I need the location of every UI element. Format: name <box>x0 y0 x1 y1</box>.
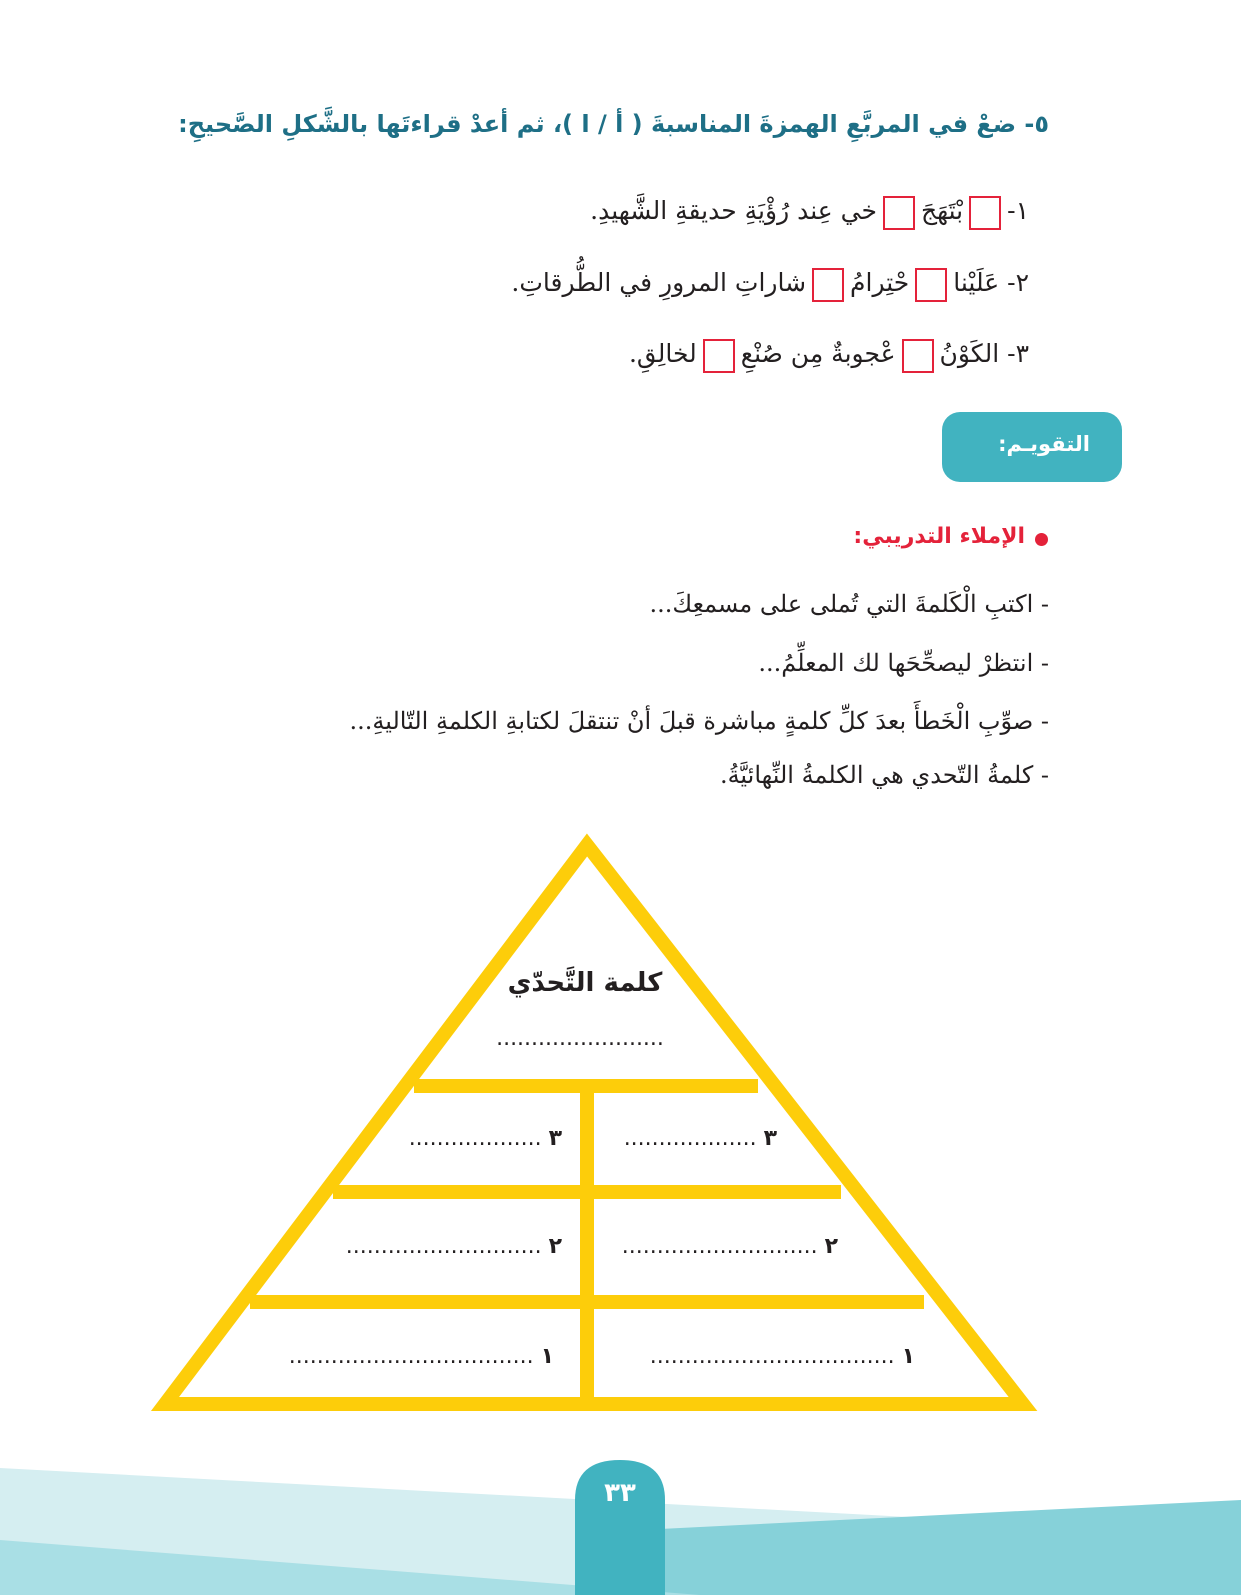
pyramid-title: كلمة التَّحدّي <box>507 968 663 998</box>
cell-blank: ................................... <box>288 1344 534 1369</box>
cell-number: ٢ <box>548 1234 562 1259</box>
line-1-part1: بْتَهَجَ <box>920 196 964 225</box>
line-3-part1: عْجوبةٌ مِن صُنْعِ <box>740 339 896 368</box>
cell-blank: ............................ <box>345 1234 542 1259</box>
line-2-part1: حْتِرامُ <box>850 268 910 297</box>
line-3-part2: لخالِقِ. <box>628 339 697 368</box>
line-3-number: ٣- الكَوْنُ <box>939 339 1029 368</box>
pyramid-cell-left-2[interactable] <box>332 1232 562 1262</box>
pyramid-cell-left-1[interactable] <box>264 1342 554 1372</box>
cell-blank: ............................ <box>621 1234 818 1259</box>
cell-blank: ................... <box>408 1126 542 1151</box>
cell-number: ٣ <box>763 1126 777 1151</box>
pyramid-cell-right-1[interactable] <box>625 1342 915 1372</box>
cell-number: ١ <box>901 1344 915 1369</box>
cell-number: ٢ <box>824 1234 838 1259</box>
line-1-part2: خي عِند رُؤْيَةِ حديقةِ الشَّهيدِ. <box>590 196 877 225</box>
pyramid-cell-right-2[interactable] <box>618 1232 838 1262</box>
exercise-5-title: ٥- ضعْ في المربَّعِ الهمزةَ المناسبةَ ( أ / ا )، ثم أعدْ قراءتَها بالشَّكلِ الصَّحيحِ: <box>178 110 1049 138</box>
cell-blank: ................................... <box>649 1344 895 1369</box>
evaluation-label: التقويـم: <box>998 432 1090 456</box>
line-1-number: ١- <box>1007 196 1029 225</box>
dictation-line: - كلمةُ التّحدي هي الكلمةُ النِّهائيَّةُ. <box>719 761 1049 789</box>
cell-blank: ................... <box>623 1126 757 1151</box>
line-2-number: ٢- عَلَيْنا <box>953 268 1029 297</box>
pyramid-title-blank[interactable]: ........................ <box>496 1026 664 1051</box>
dictation-line: - انتظرْ ليصحِّحَها لك المعلِّمُ... <box>758 649 1049 677</box>
cell-number: ١ <box>540 1344 554 1369</box>
line-2-part2: شاراتِ المرورِ في الطُّرقاتِ. <box>511 268 807 297</box>
footer-band <box>0 1440 1241 1595</box>
pyramid-cell-right-3[interactable] <box>607 1124 777 1154</box>
dictation-line: - اكتبِ الْكَلمةَ التي تُملى على مسمعِكَ... <box>649 590 1049 618</box>
dictation-line: - صوِّبِ الْخَطأَ بعدَ كلِّ كلمةٍ مباشرة قبلَ أنْ تنتقلَ لكتابةِ الكلمةِ التّاليةِ... <box>349 707 1049 735</box>
pyramid-cell-left-3[interactable] <box>392 1124 562 1154</box>
cell-number: ٣ <box>548 1126 562 1151</box>
page-number: ٣٣ <box>604 1478 636 1508</box>
dictation-heading: الإملاء التدريبي: <box>853 524 1025 549</box>
